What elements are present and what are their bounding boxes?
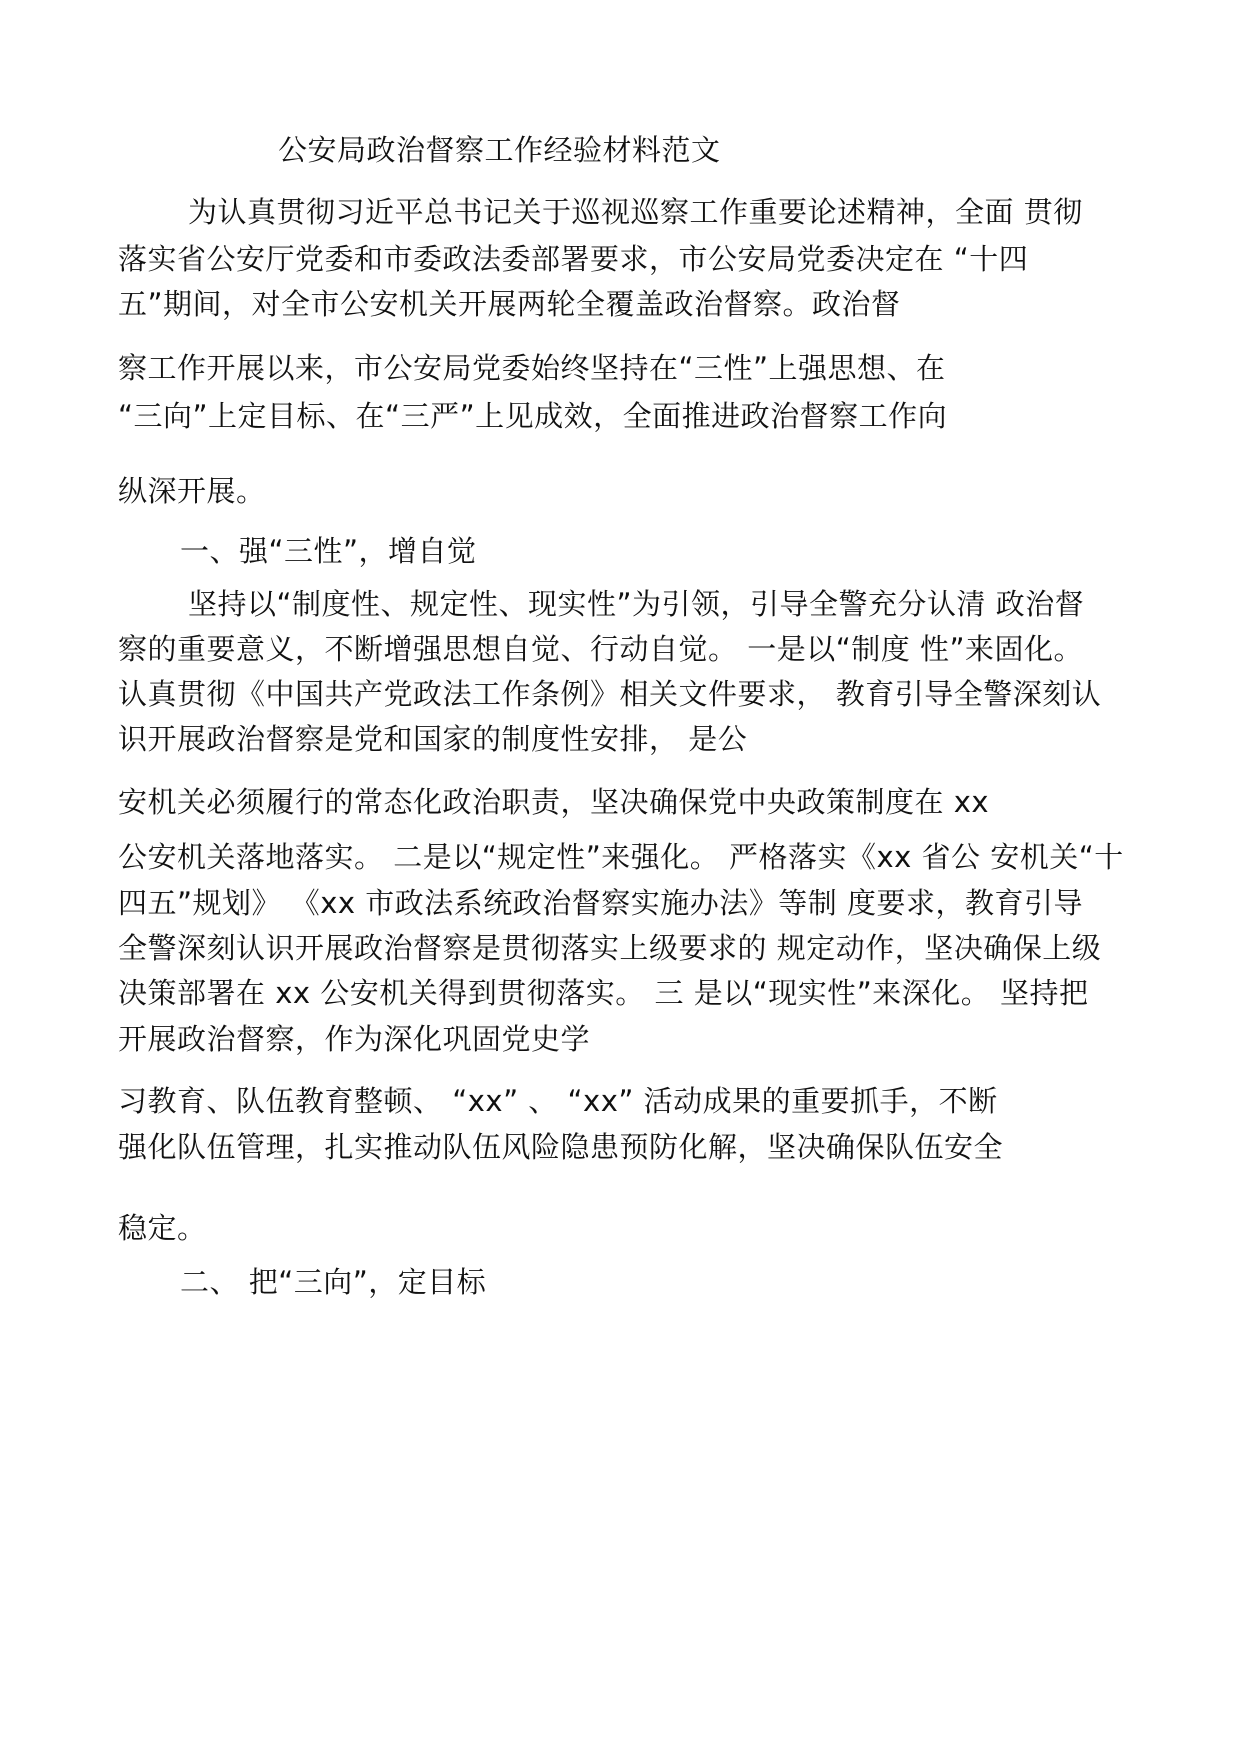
section-heading: 二、 把“三向”，定目标 <box>180 1265 487 1299</box>
section-heading: 一、强“三性”，增自觉 <box>180 534 477 568</box>
paragraph-line: 察工作开展以来，市公安局党委始终坚持在“三性”上强思想、在 <box>118 351 946 385</box>
paragraph-line: 认真贯彻《中国共产党政法工作条例》相关文件要求， 教育引导全警深刻认 <box>118 677 1102 711</box>
paragraph-line: 开展政治督察，作为深化巩固党史学 <box>118 1022 591 1056</box>
paragraph-line: “三向”上定目标、在“三严”上见成效，全面推进政治督察工作向 <box>118 399 948 433</box>
paragraph-line: 决策部署在 xx 公安机关得到贯彻落实。 三 是以“现实性”来深化。 坚持把 <box>118 976 1089 1010</box>
paragraph-line: 公安机关落地落实。 二是以“规定性”来强化。 严格落实《xx 省公 安机关“十 <box>118 840 1124 874</box>
paragraph-line: 五”期间，对全市公安机关开展两轮全覆盖政治督察。政治督 <box>118 287 901 321</box>
paragraph-line: 落实省公安厅党委和市委政法委部署要求，市公安局党委决定在 “十四 <box>118 242 1029 276</box>
paragraph-line: 强化队伍管理，扎实推动队伍风险隐患预防化解，坚决确保队伍安全 <box>118 1130 1004 1164</box>
paragraph-line: 全警深刻认识开展政治督察是贯彻落实上级要求的 规定动作，坚决确保上级 <box>118 931 1102 965</box>
paragraph-line: 察的重要意义，不断增强思想自觉、行动自觉。 一是以“制度 性”来固化。 <box>118 632 1083 666</box>
paragraph-line: 安机关必须履行的常态化政治职责，坚决确保党中央政策制度在 xx <box>118 785 990 819</box>
paragraph-line: 稳定。 <box>118 1211 207 1245</box>
paragraph-line: 为认真贯彻习近平总书记关于巡视巡察工作重要论述精神，全面 贯彻 <box>188 195 1083 229</box>
paragraph-line: 坚持以“制度性、规定性、现实性”为引领，引导全警充分认清 政治督 <box>188 587 1085 621</box>
paragraph-line: 识开展政治督察是党和国家的制度性安排， 是公 <box>118 722 748 756</box>
document-title: 公安局政治督察工作经验材料范文 <box>278 133 721 167</box>
paragraph-line: 习教育、队伍教育整顿、 “xx” 、 “xx” 活动成果的重要抓手，不断 <box>118 1084 998 1118</box>
paragraph-line: 四五”规划》 《xx 市政法系统政治督察实施办法》等制 度要求，教育引导 <box>118 886 1084 920</box>
paragraph-line: 纵深开展。 <box>118 474 266 508</box>
